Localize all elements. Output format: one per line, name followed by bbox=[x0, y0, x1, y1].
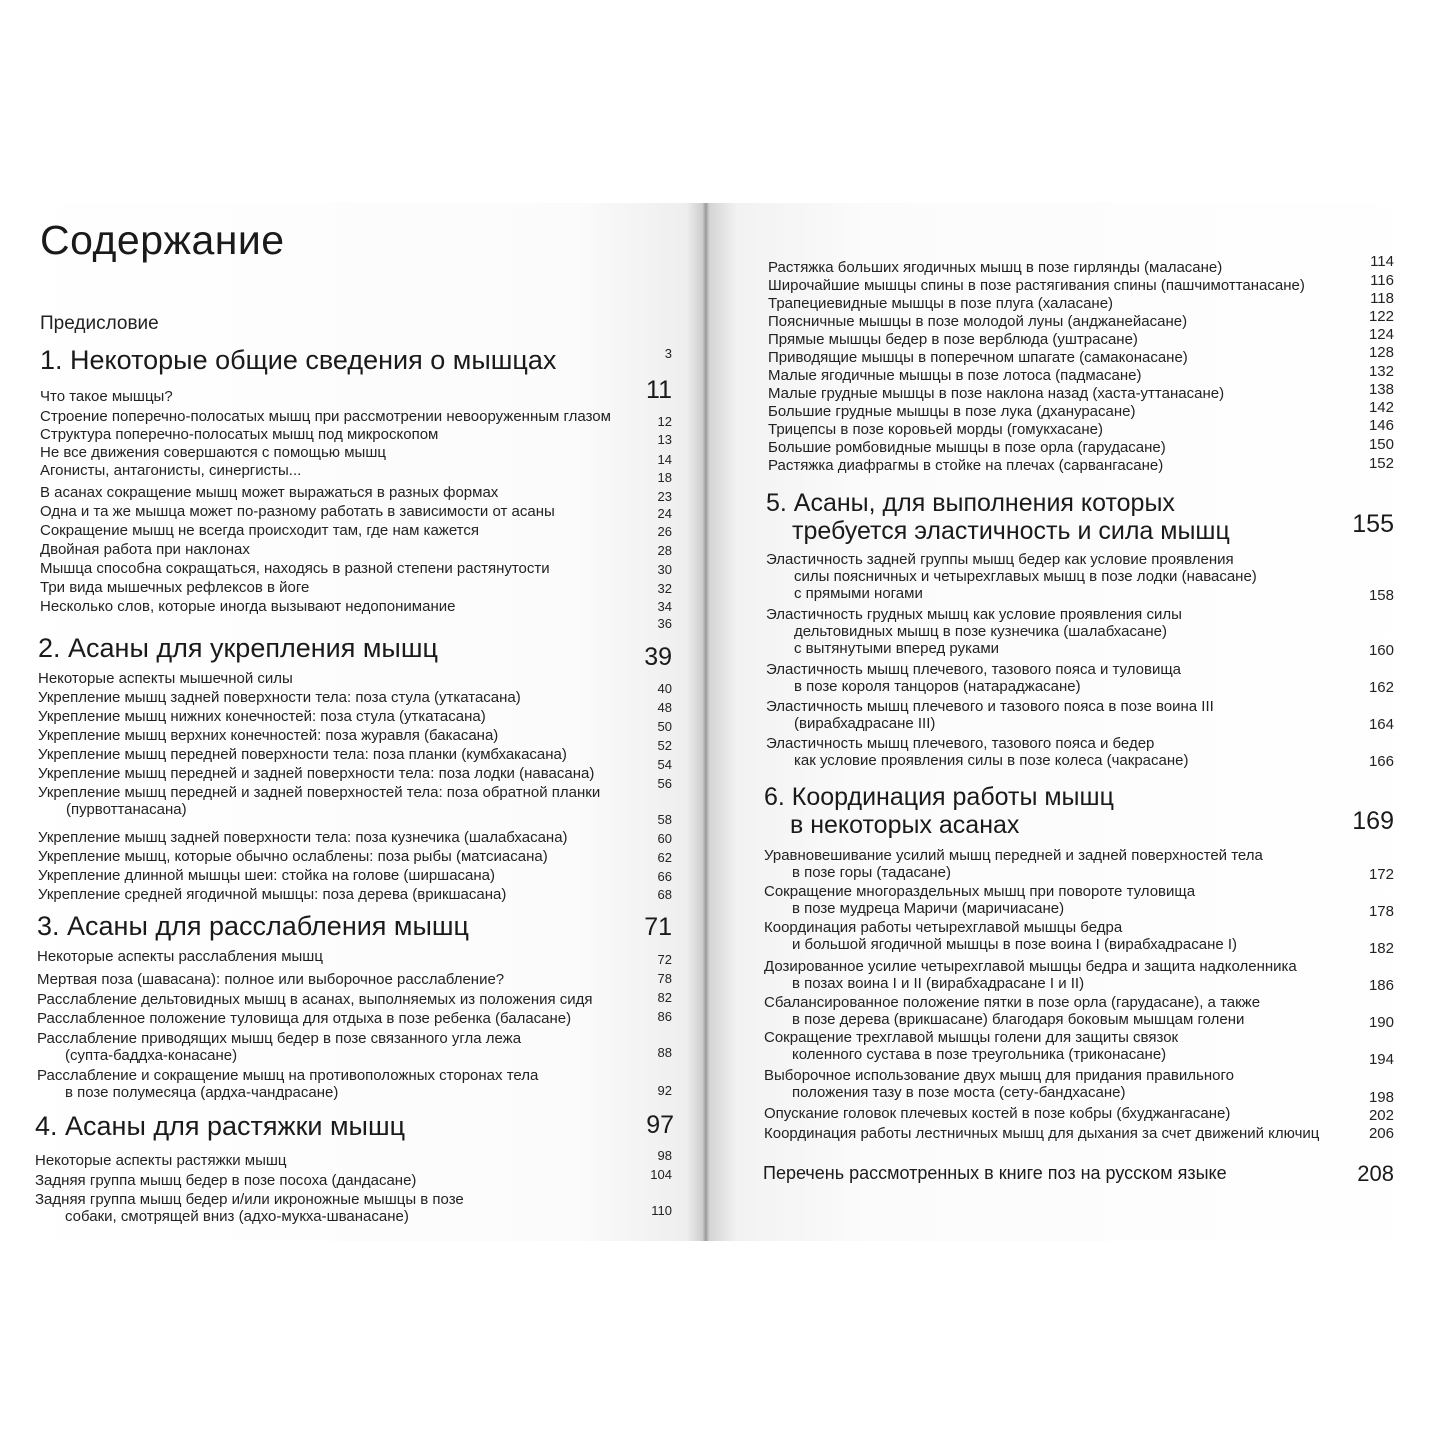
toc-entry: Растяжка диафрагмы в стойке на плечах (сарвангасане) bbox=[768, 457, 1164, 474]
toc-entry: Укрепление мышц, которые обычно ослаблены: поза рыбы (матсиасана) bbox=[38, 848, 548, 865]
toc-entry bbox=[766, 606, 1182, 657]
toc-entry bbox=[764, 1067, 1234, 1101]
toc-entry: Приводящие мышцы в поперечном шпагате (самаконасане) bbox=[768, 349, 1188, 366]
toc-page: 52 bbox=[657, 738, 672, 753]
toc-entry-line: Эластичность мышц плечевого, тазового пояса и туловища bbox=[766, 661, 1182, 678]
final-entry: Перечень рассмотренных в книге поз на русском языке bbox=[763, 1163, 1227, 1183]
toc-page: 164 bbox=[1368, 716, 1394, 733]
toc-page: 128 bbox=[1368, 344, 1394, 361]
toc-page: 122 bbox=[1368, 308, 1394, 325]
toc-entry-line: Сбалансированное положение пятки в позе орла (гарудасане), а также bbox=[764, 994, 1261, 1011]
toc-entry-line: и большой ягодичной мышцы в позе воина I (вирабхадрасане I) bbox=[792, 936, 1238, 953]
toc-page: 48 bbox=[657, 700, 672, 715]
toc-entry: Мышца способна сокращаться, находясь в разной степени растянутости bbox=[40, 560, 550, 577]
toc-entry-line: (вирабхадрасане III) bbox=[794, 715, 936, 732]
toc-entry: Укрепление мышц задней поверхности тела: поза кузнечика (шалабхасана) bbox=[38, 829, 568, 846]
toc-page: 202 bbox=[1368, 1107, 1394, 1124]
toc-page: 206 bbox=[1368, 1125, 1394, 1142]
chapter-2-title: 2. Асаны для укрепления мышц bbox=[38, 633, 438, 663]
toc-entry: Что такое мышцы? bbox=[40, 388, 173, 405]
toc-entry-line: собаки, смотрящей вниз (адхо-мукха-шванасане) bbox=[65, 1208, 409, 1225]
toc-entry-line: (пурвоттанасана) bbox=[66, 801, 187, 818]
toc-entry-line: (супта-баддха-конасане) bbox=[65, 1047, 238, 1064]
toc-page: 150 bbox=[1368, 436, 1394, 453]
toc-page: 194 bbox=[1368, 1051, 1394, 1068]
toc-entry: Некоторые аспекты растяжки мышц bbox=[35, 1152, 287, 1169]
final-page: 208 bbox=[1357, 1161, 1394, 1186]
toc-entry: Укрепление мышц нижних конечностей: поза стула (уткатасана) bbox=[38, 708, 486, 725]
toc-entry bbox=[764, 883, 1195, 917]
toc-page: 190 bbox=[1368, 1014, 1394, 1031]
toc-page: 58 bbox=[657, 812, 672, 827]
toc-entry bbox=[764, 994, 1260, 1028]
toc-entry-line: Эластичность задней группы мышц бедер как условие проявления bbox=[766, 551, 1234, 568]
toc-entry-line: положения тазу в позе моста (сету-бандхасане) bbox=[792, 1084, 1126, 1101]
toc-entry: Задняя группа мышц бедер в позе посоха (дандасане) bbox=[35, 1172, 417, 1189]
toc-entry: Не все движения совершаются с помощью мышц bbox=[40, 444, 386, 461]
toc-page: 24 bbox=[657, 506, 672, 521]
toc-entry-line: силы поясничных и четырехглавых мышц в позе лодки (навасане) bbox=[794, 568, 1257, 585]
toc-entry: Малые грудные мышцы в позе наклона назад (хаста-уттанасане) bbox=[768, 385, 1225, 402]
toc-page: 110 bbox=[651, 1203, 672, 1218]
toc-entry-line: Дозированное усилие четырехглавой мышцы бедра и защита надколенника bbox=[764, 958, 1297, 975]
toc-entry: Двойная работа при наклонах bbox=[40, 541, 250, 558]
toc-page: 160 bbox=[1368, 642, 1394, 659]
toc-page: 116 bbox=[1370, 272, 1394, 289]
preface-entry: Предисловие bbox=[40, 313, 159, 334]
toc-entry: Некоторые аспекты расслабления мышц bbox=[37, 948, 323, 965]
toc-page: 152 bbox=[1368, 455, 1394, 472]
toc-entry bbox=[766, 735, 1188, 769]
toc-entry bbox=[37, 1067, 538, 1101]
toc-entry-line: Эластичность мышц плечевого и тазового пояса в позе воина III bbox=[766, 698, 1214, 715]
toc-page: 132 bbox=[1368, 363, 1394, 380]
toc-page: 36 bbox=[657, 616, 672, 631]
left-page bbox=[0, 203, 700, 1241]
toc-page: 114 bbox=[1370, 253, 1394, 270]
book-spread bbox=[0, 203, 1445, 1241]
toc-entry: Прямые мышцы бедер в позе верблюда (уштрасане) bbox=[768, 331, 1138, 348]
toc-entry-line: как условие проявления силы в позе колеса (чакрасане) bbox=[794, 752, 1189, 769]
toc-entry bbox=[764, 919, 1237, 953]
toc-page: 88 bbox=[657, 1045, 672, 1060]
toc-entry-line: Сокращение трехглавой мышцы голени для защиты связок bbox=[764, 1029, 1179, 1046]
chapter-5-title bbox=[766, 489, 1230, 545]
chapter-6-title bbox=[764, 783, 1114, 839]
toc-entry: Укрепление длинной мышцы шеи: стойка на голове (ширшасана) bbox=[38, 867, 496, 884]
toc-page: 34 bbox=[657, 599, 672, 614]
right-page bbox=[712, 203, 1445, 1241]
toc-entry-line: Эластичность мышц плечевого, тазового пояса и бедер bbox=[766, 735, 1155, 752]
toc-entry-line: с вытянутыми вперед руками bbox=[794, 640, 1000, 657]
toc-entry-line: Укрепление мышц передней и задней поверхностей тела: поза обратной планки bbox=[38, 784, 601, 801]
toc-page: 40 bbox=[657, 681, 672, 696]
toc-entry-line: с прямыми ногами bbox=[794, 585, 923, 602]
toc-page: 72 bbox=[657, 952, 672, 967]
toc-entry bbox=[764, 1029, 1178, 1063]
toc-entry: Расслабленное положение туловища для отдыха в позе ребенка (баласане) bbox=[37, 1010, 572, 1027]
toc-entry bbox=[764, 958, 1297, 992]
toc-entry: Сокращение мышц не всегда происходит там, где нам кажется bbox=[40, 522, 479, 539]
toc-entry: Поясничные мышцы в позе молодой луны (анджанейасане) bbox=[768, 313, 1188, 330]
toc-page: 12 bbox=[657, 414, 672, 429]
toc-page: 23 bbox=[657, 489, 672, 504]
toc-page: 28 bbox=[657, 543, 672, 558]
toc-entry-line: Эластичность грудных мышц как условие проявления силы bbox=[766, 606, 1182, 623]
toc-entry-line: Сокращение многораздельных мышц при повороте туловища bbox=[764, 883, 1196, 900]
chapter-1-title: 1. Некоторые общие сведения о мышцах bbox=[40, 345, 557, 375]
chapter-3-page: 71 bbox=[644, 913, 672, 941]
toc-page: 98 bbox=[657, 1148, 672, 1163]
toc-page: 66 bbox=[657, 869, 672, 884]
toc-entry: Несколько слов, которые иногда вызывают недопонимание bbox=[40, 598, 456, 615]
chapter-5-title-line: требуется эластичность и сила мышц bbox=[792, 517, 1230, 545]
toc-page: 32 bbox=[657, 581, 672, 596]
toc-entry-line: в позе короля танцоров (натараджасане) bbox=[794, 678, 1081, 695]
toc-entry bbox=[38, 784, 600, 818]
toc-page: 124 bbox=[1368, 326, 1394, 343]
chapter-4-title: 4. Асаны для растяжки мышц bbox=[35, 1111, 406, 1141]
chapter-1-page: 11 bbox=[646, 376, 672, 404]
toc-entry: Большие ромбовидные мышцы в позе орла (гарудасане) bbox=[768, 439, 1166, 456]
toc-page: 172 bbox=[1368, 866, 1394, 883]
toc-page: 166 bbox=[1368, 753, 1394, 770]
toc-page: 146 bbox=[1368, 417, 1394, 434]
toc-entry: Укрепление средней ягодичной мышцы: поза дерева (врикшасана) bbox=[38, 886, 507, 903]
toc-entry: Мертвая поза (шавасана): полное или выборочное расслабление? bbox=[37, 971, 505, 988]
toc-entry: Расслабление дельтовидных мышц в асанах, выполняемых из положения сидя bbox=[37, 991, 593, 1008]
toc-page: 158 bbox=[1368, 587, 1394, 604]
toc-entry: Три вида мышечных рефлексов в йоге bbox=[40, 579, 310, 596]
toc-entry bbox=[35, 1191, 464, 1225]
toc-entry-line: в позе мудреца Маричи (маричиасане) bbox=[792, 900, 1065, 917]
preface-page: 3 bbox=[664, 346, 672, 361]
toc-entry: Широчайшие мышцы спины в позе растягивания спины (пашчимоттанасане) bbox=[768, 277, 1305, 294]
toc-entry bbox=[766, 551, 1257, 602]
toc-page: 50 bbox=[657, 719, 672, 734]
toc-entry: Одна и та же мышца может по-разному работать в зависимости от асаны bbox=[40, 503, 555, 520]
toc-page: 60 bbox=[657, 831, 672, 846]
toc-page: 18 bbox=[657, 470, 672, 485]
toc-page: 54 bbox=[657, 757, 672, 772]
toc-entry: Малые ягодичные мышцы в позе лотоса (падмасане) bbox=[768, 367, 1142, 384]
toc-page: 62 bbox=[657, 850, 672, 865]
toc-entry: Укрепление мышц передней поверхности тела: поза планки (кумбхакасана) bbox=[38, 746, 567, 763]
chapter-6-page: 169 bbox=[1352, 807, 1394, 835]
toc-page: 162 bbox=[1368, 679, 1394, 696]
toc-entry: Координация работы лестничных мышц для дыхания за счет движений ключиц bbox=[764, 1125, 1320, 1142]
toc-entry bbox=[37, 1030, 521, 1064]
chapter-3-title: 3. Асаны для расслабления мышц bbox=[37, 911, 470, 941]
toc-entry-line: Выборочное использование двух мышц для придания правильного bbox=[764, 1067, 1234, 1084]
toc-page: 26 bbox=[657, 524, 672, 539]
toc-entry: Трапециевидные мышцы в позе плуга (халасане) bbox=[768, 295, 1114, 312]
toc-entry-line: Расслабление и сокращение мышц на противоположных сторонах тела bbox=[37, 1067, 539, 1084]
toc-entry: Укрепление мышц задней поверхности тела: поза стула (уткатасана) bbox=[38, 689, 521, 706]
toc-entry bbox=[764, 847, 1263, 881]
toc-entry: Структура поперечно-полосатых мышц под микроскопом bbox=[40, 426, 439, 443]
toc-entry-line: в позе полумесяца (ардха-чандрасане) bbox=[65, 1084, 339, 1101]
toc-page: 198 bbox=[1368, 1089, 1394, 1106]
toc-entry: В асанах сокращение мышц может выражаться в разных формах bbox=[40, 484, 499, 501]
toc-entry: Опускание головок плечевых костей в позе кобры (бхуджангасане) bbox=[764, 1105, 1231, 1122]
toc-entry-line: коленного сустава в позе треугольника (триконасане) bbox=[792, 1046, 1167, 1063]
toc-page: 186 bbox=[1368, 977, 1394, 994]
toc-entry-line: Задняя группа мышц бедер и/или икроножные мышцы в позе bbox=[35, 1191, 464, 1208]
page-title: Содержание bbox=[40, 217, 285, 263]
chapter-6-title-line: 6. Координация работы мышц bbox=[764, 783, 1114, 811]
chapter-5-title-line: 5. Асаны, для выполнения которых bbox=[766, 489, 1175, 517]
chapter-2-page: 39 bbox=[644, 643, 672, 671]
toc-entry: Трицепсы в позе коровьей морды (гомукхасане) bbox=[768, 421, 1103, 438]
toc-page: 178 bbox=[1368, 903, 1394, 920]
toc-entry: Растяжка больших ягодичных мышц в позе гирлянды (маласане) bbox=[768, 259, 1223, 276]
toc-page: 138 bbox=[1368, 381, 1394, 398]
toc-entry-line: в позе горы (тадасане) bbox=[792, 864, 952, 881]
toc-page: 68 bbox=[657, 887, 672, 902]
toc-entry-line: в позах воина I и II (вирабхадрасане I и II) bbox=[792, 975, 1085, 992]
toc-entry-line: Координация работы четырехглавой мышцы бедра bbox=[764, 919, 1123, 936]
toc-page: 13 bbox=[657, 432, 672, 447]
toc-page: 82 bbox=[657, 990, 672, 1005]
toc-page: 56 bbox=[657, 776, 672, 791]
toc-page: 92 bbox=[657, 1083, 672, 1098]
toc-page: 14 bbox=[657, 452, 672, 467]
toc-entry-line: Расслабление приводящих мышц бедер в позе связанного угла лежа bbox=[37, 1030, 522, 1047]
toc-page: 104 bbox=[650, 1167, 672, 1182]
toc-entry: Агонисты, антагонисты, синергисты... bbox=[40, 462, 302, 479]
toc-entry-line: Уравновешивание усилий мышц передней и задней поверхностей тела bbox=[764, 847, 1263, 864]
toc-entry-line: дельтовидных мышц в позе кузнечика (шалабхасане) bbox=[794, 623, 1167, 640]
toc-entry: Некоторые аспекты мышечной силы bbox=[38, 670, 293, 687]
toc-page: 30 bbox=[657, 562, 672, 577]
toc-page: 182 bbox=[1368, 940, 1394, 957]
toc-entry: Укрепление мышц передней и задней поверхности тела: поза лодки (навасана) bbox=[38, 765, 595, 782]
toc-entry bbox=[766, 661, 1181, 695]
toc-page: 142 bbox=[1368, 399, 1394, 416]
toc-page: 86 bbox=[657, 1009, 672, 1024]
toc-page: 78 bbox=[657, 971, 672, 986]
chapter-4-page: 97 bbox=[646, 1111, 674, 1139]
chapter-5-page: 155 bbox=[1352, 510, 1394, 538]
toc-entry: Укрепление мышц верхних конечностей: поза журавля (бакасана) bbox=[38, 727, 499, 744]
toc-entry: Строение поперечно-полосатых мышц при рассмотрении невооруженным глазом bbox=[40, 408, 611, 425]
chapter-6-title-line: в некоторых асанах bbox=[790, 811, 1020, 839]
toc-entry: Большие грудные мышцы в позе лука (дханурасане) bbox=[768, 403, 1136, 420]
toc-page: 118 bbox=[1370, 290, 1394, 307]
toc-entry bbox=[766, 698, 1214, 732]
toc-entry-line: в позе дерева (врикшасане) благодаря боковым мышцам голени bbox=[792, 1011, 1245, 1028]
